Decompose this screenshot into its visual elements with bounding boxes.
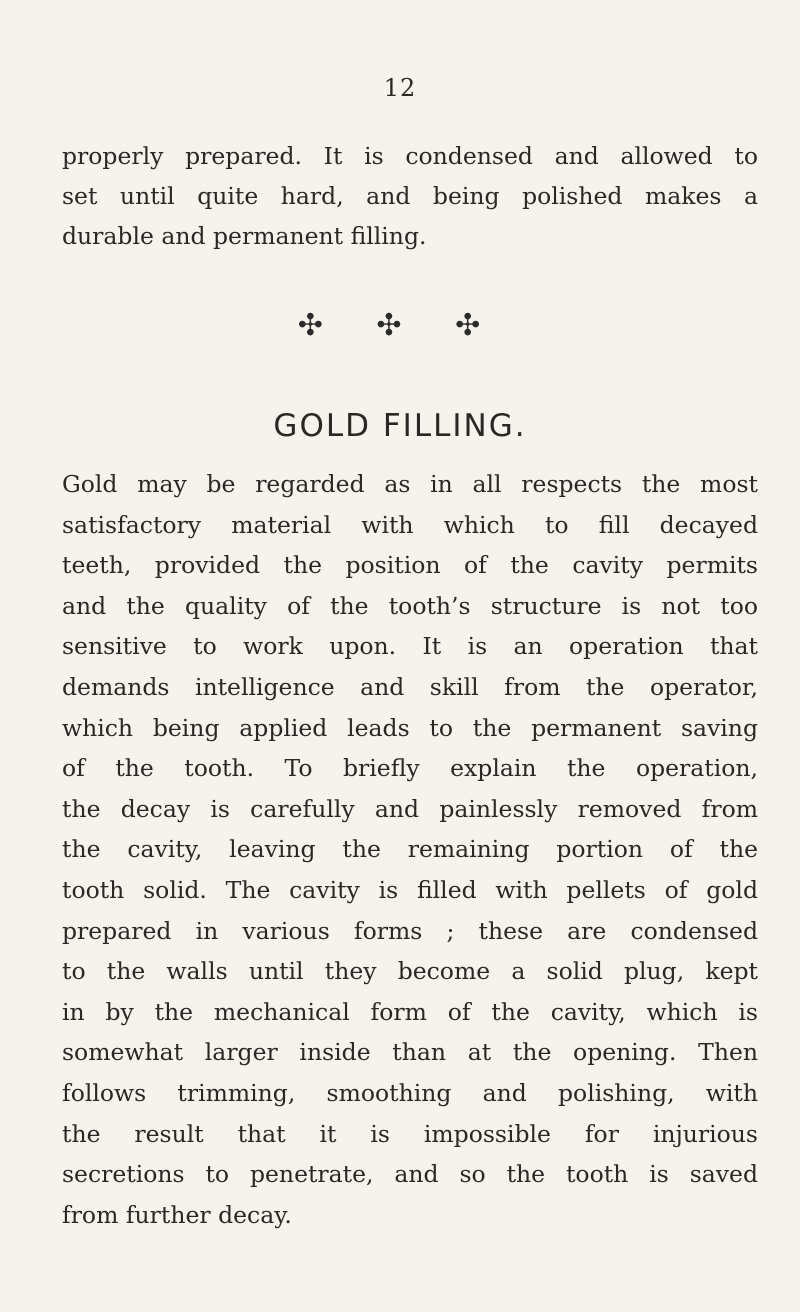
text-line: properly prepared. It is condensed and allowed to [62,142,758,170]
text-line: set until quite hard, and being polished makes a [62,182,758,210]
body-paragraph [62,464,758,1235]
text-line: demands intelligence and skill from the operator, [62,672,758,701]
section-ornament: ✣ ✣ ✣ [297,308,503,343]
text-line: satisfactory material with which to fill decayed [62,510,758,539]
text-line: the result that it is impossible for injurious [62,1119,758,1148]
text-line: in by the mechanical form of the cavity, which is [62,997,758,1026]
text-line: from further decay. [62,1200,292,1229]
text-line: secretions to penetrate, and so the tooth is saved [62,1160,758,1189]
text-line: and the quality of the tooth’s structure is not too [62,591,758,620]
page-number: 12 [383,74,417,102]
text-line: of the tooth. To briefly explain the operation, [62,754,758,783]
text-line: to the walls until they become a solid plug, kept [62,957,758,986]
text-line: the decay is carefully and painlessly removed from [62,794,758,823]
text-line: the cavity, leaving the remaining portion of the [62,835,758,864]
text-line: tooth solid. The cavity is filled with pellets of gold [62,875,758,904]
text-line: which being applied leads to the permanent saving [62,713,758,742]
intro-paragraph [62,136,758,256]
text-line: sensitive to work upon. It is an operation that [62,632,758,661]
text-line: Gold may be regarded as in all respects the most [62,470,758,498]
text-line: durable and permanent filling. [62,222,427,250]
text-line: follows trimming, smoothing and polishing, with [62,1078,758,1107]
section-heading: GOLD FILLING. [273,408,527,444]
text-line: prepared in various forms ; these are condensed [62,916,758,945]
text-line: teeth, provided the position of the cavity permits [62,551,758,580]
text-line: somewhat larger inside than at the opening. Then [62,1038,758,1067]
